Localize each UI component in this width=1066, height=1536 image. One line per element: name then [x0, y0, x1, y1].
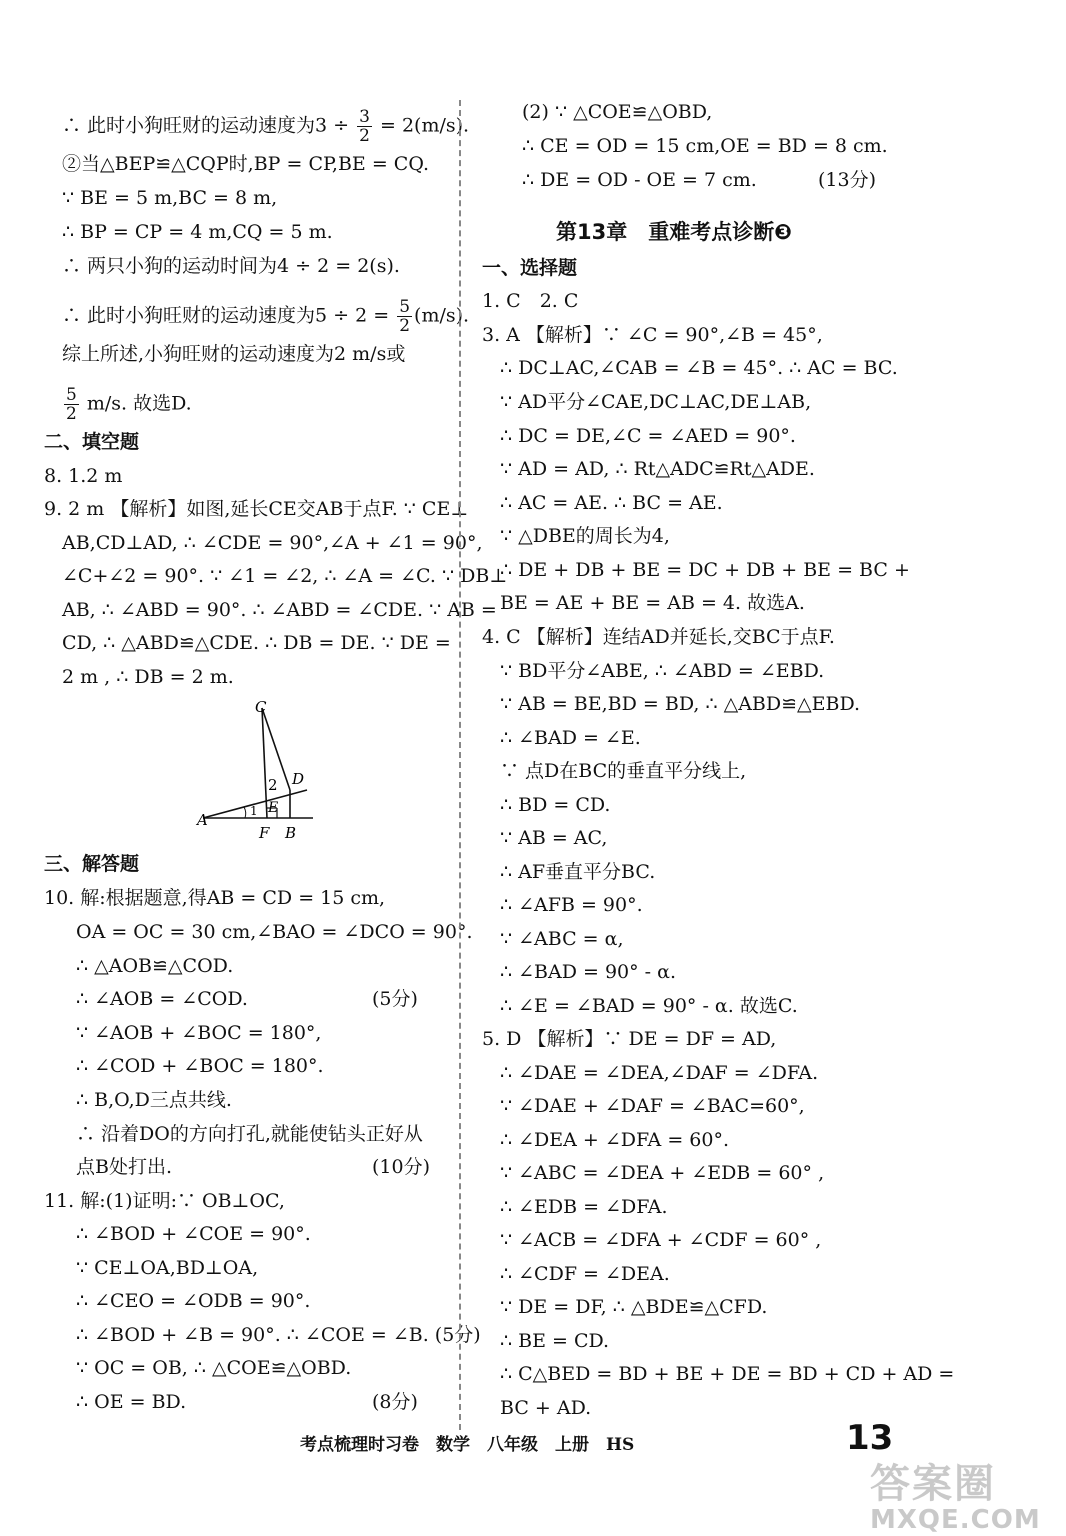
- text-line-l17: [44, 852, 139, 876]
- text-line-l31: [76, 1323, 481, 1347]
- text-segment: 第13章 重难考点诊断❸: [556, 220, 793, 244]
- text-segment: 9. 2 m 【解析】如图,延长CE交AB于点F. ∵ CE⊥: [44, 498, 469, 520]
- text-segment: ∴ OE = BD.: [76, 1391, 187, 1413]
- text-line-r6: [482, 289, 578, 313]
- text-line-r12: [500, 491, 723, 515]
- text-segment: ∴ BE = CD.: [500, 1330, 610, 1352]
- text-segment: ∴ DE = OD - OE = 7 cm.: [522, 169, 757, 191]
- text-line-r35: [500, 1262, 670, 1286]
- text-line-r10: [500, 424, 796, 448]
- text-line-r5: [482, 256, 577, 280]
- text-line-r18: [500, 692, 860, 716]
- text-segment: m/s. 故选D.: [80, 392, 192, 415]
- text-segment: ∴ ∠DAE = ∠DEA,∠DAF = ∠DFA.: [500, 1062, 819, 1084]
- text-line-l22: [76, 1021, 321, 1045]
- text-segment: ∵ OC = OB, ∴ △COE≌△OBD.: [76, 1357, 352, 1379]
- text-line-l32: [76, 1356, 351, 1380]
- text-segment: ∴ ∠EDB = ∠DFA.: [500, 1196, 668, 1218]
- fraction-numerator: 3: [359, 107, 370, 127]
- text-segment: ∴ 此时小狗旺财的运动速度为3 ÷: [62, 114, 356, 137]
- text-line-l24: [76, 1088, 232, 1112]
- text-line-r2: [522, 134, 888, 158]
- fraction: [357, 108, 372, 145]
- text-line-r20: [500, 759, 746, 783]
- fig-label-E: E: [268, 800, 279, 816]
- text-line-l18: [44, 886, 385, 910]
- text-line-r29: [500, 1061, 818, 1085]
- text-line-r8: [500, 356, 898, 380]
- text-segment: ∵ AB = BE,BD = BD, ∴ △ABD≌△EBD.: [500, 693, 861, 715]
- text-line-r21: [500, 793, 610, 817]
- text-line-r33: [500, 1195, 668, 1219]
- text-line-r27: [500, 994, 798, 1018]
- text-line-r9: [500, 390, 811, 414]
- text-segment: 一、选择题: [482, 257, 578, 279]
- text-segment: 4. C 【解析】连结AD并延长,交BC于点F.: [482, 626, 835, 648]
- text-segment: 1. C 2. C: [482, 290, 579, 312]
- text-segment: ∴ AC = AE. ∴ BC = AE.: [500, 492, 723, 514]
- text-segment: ∴ ∠BOD + ∠B = 90°. ∴ ∠COE = ∠B. (5分): [76, 1324, 481, 1346]
- fig-label-C: C: [255, 698, 267, 716]
- text-segment: ∴ DE + DB + BE = DC + DB + BE = BC +: [500, 559, 910, 581]
- text-line-r3: [522, 168, 757, 192]
- text-line-l8: [62, 386, 192, 423]
- text-segment: ∴ C△BED = BD + BE + DE = BD + CD + AD =: [500, 1363, 955, 1385]
- fraction-numerator: 5: [399, 297, 411, 317]
- text-line-r36: [500, 1295, 767, 1319]
- text-line-r25: [500, 927, 624, 951]
- text-segment: ∴ ∠CEO = ∠ODB = 90°.: [76, 1290, 311, 1312]
- text-segment: BE = AE + BE = AB = 4. 故选A.: [500, 592, 805, 614]
- fig-label-A: A: [197, 811, 208, 829]
- text-segment: ∵ CE⊥OA,BD⊥OA,: [76, 1257, 259, 1279]
- text-line-r30: [500, 1094, 805, 1118]
- score-label: (10分): [372, 1156, 431, 1178]
- text-segment: 8. 1.2 m: [44, 465, 123, 487]
- fraction-denominator: 2: [359, 126, 370, 146]
- text-segment: ∴ ∠CDF = ∠DEA.: [500, 1263, 670, 1285]
- text-segment: (2) ∵ △COE≌△OBD,: [522, 101, 713, 123]
- text-line-l10: [44, 464, 122, 488]
- text-line-l20: [76, 954, 233, 978]
- column-divider: [459, 100, 461, 1430]
- text-line-l25: [76, 1122, 423, 1146]
- fig-label-D: D: [292, 770, 305, 788]
- text-line-l4: [62, 220, 333, 244]
- text-segment: 2 m , ∴ DB = 2 m.: [62, 666, 234, 688]
- text-segment: ∵ ∠AOB + ∠BOC = 180°,: [76, 1022, 322, 1044]
- text-line-l33: [76, 1390, 186, 1414]
- text-line-l11: [44, 497, 468, 521]
- text-line-l5: [62, 254, 400, 278]
- text-segment: = 2(m/s).: [373, 114, 470, 137]
- text-line-r37: [500, 1329, 609, 1353]
- text-segment: ∵ ∠ACB = ∠DFA + ∠CDF = 60° ,: [500, 1229, 822, 1251]
- text-segment: CD, ∴ △ABD≌△CDE. ∴ DB = DE. ∵ DE =: [62, 632, 451, 654]
- text-segment: ∵ DE = DF, ∴ △BDE≌△CFD.: [500, 1296, 768, 1318]
- text-line-r32: [500, 1161, 824, 1185]
- text-segment: ∵ AD = AD, ∴ Rt△ADC≌Rt△ADE.: [500, 458, 815, 480]
- score-label: (5分): [372, 988, 418, 1010]
- text-segment: ∵ AB = AC,: [500, 827, 608, 849]
- text-segment: ∴ ∠E = ∠BAD = 90° - α. 故选C.: [500, 995, 798, 1017]
- text-line-r24: [500, 893, 643, 917]
- text-segment: ∴ BP = CP = 4 m,CQ = 5 m.: [62, 221, 333, 243]
- fraction-numerator: 5: [66, 385, 77, 405]
- fraction: [64, 386, 79, 423]
- text-line-r39: [500, 1396, 591, 1420]
- fig-label-one: 1: [250, 804, 258, 818]
- watermark-line2: MXQE.COM: [870, 1505, 1041, 1535]
- score-label: (13分): [818, 169, 877, 191]
- watermark-line1: 答案圈: [870, 1461, 996, 1507]
- text-line-r23: [500, 860, 655, 884]
- text-line-r14: [500, 558, 910, 582]
- text-segment: 11. 解:(1)证明:∵ OB⊥OC,: [44, 1190, 285, 1212]
- text-segment: ∵ △DBE的周长为4,: [500, 525, 670, 547]
- text-segment: ∴ B,O,D三点共线.: [76, 1089, 232, 1111]
- text-segment: ②当△BEP≌△CQP时,BP = CP,BE = CQ.: [62, 153, 429, 175]
- text-line-l14: [62, 598, 497, 622]
- text-line-l23: [76, 1054, 324, 1078]
- text-segment: ∴ ∠AOB = ∠COD.: [76, 988, 248, 1010]
- geometry-figure: [195, 698, 325, 848]
- text-line-l19: [76, 920, 473, 944]
- text-line-r31: [500, 1128, 729, 1152]
- fraction-denominator: 2: [399, 316, 411, 336]
- text-line-r19: [500, 726, 641, 750]
- text-segment: AB, ∴ ∠ABD = 90°. ∴ ∠ABD = ∠CDE. ∵ AB =: [62, 599, 497, 621]
- text-segment: 10. 解:根据题意,得AB = CD = 15 cm,: [44, 887, 386, 909]
- fig-label-two: 2: [268, 776, 278, 794]
- text-line-l12: [62, 531, 483, 555]
- text-segment: ∴ AF垂直平分BC.: [500, 861, 656, 883]
- text-segment: 二、填空题: [44, 431, 140, 453]
- text-segment: OA = OC = 30 cm,∠BAO = ∠DCO = 90°.: [76, 921, 473, 943]
- text-segment: ∵ BE = 5 m,BC = 8 m,: [62, 187, 278, 209]
- text-line-r13: [500, 524, 670, 548]
- text-segment: ∴ △AOB≌△COD.: [76, 955, 234, 977]
- text-segment: ∵ AD平分∠CAE,DC⊥AC,DE⊥AB,: [500, 391, 812, 413]
- text-line-r26: [500, 960, 676, 984]
- text-segment: (m/s).: [414, 304, 470, 327]
- fraction: [397, 298, 412, 335]
- fig-label-F: F: [259, 824, 270, 842]
- text-segment: ∴ ∠BAD = ∠E.: [500, 727, 641, 749]
- text-line-r1: [522, 100, 712, 124]
- text-line-l2: [62, 152, 429, 176]
- watermark: [870, 1452, 1060, 1536]
- text-line-l21: [76, 987, 248, 1011]
- text-line-r15: [500, 591, 805, 615]
- text-line-l3: [62, 186, 277, 210]
- text-line-l28: [76, 1222, 311, 1246]
- text-line-l15: [62, 631, 451, 655]
- text-segment: ∴ ∠COD + ∠BOC = 180°.: [76, 1055, 324, 1077]
- text-line-r28: [482, 1027, 776, 1051]
- text-segment: ∴ CE = OD = 15 cm,OE = BD = 8 cm.: [522, 135, 888, 157]
- text-segment: ∵ BD平分∠ABE, ∴ ∠ABD = ∠EBD.: [500, 660, 825, 682]
- text-line-r17: [500, 659, 824, 683]
- page-number: 13: [846, 1418, 894, 1458]
- text-line-l6: [62, 298, 469, 335]
- text-segment: ∴ DC = DE,∠C = ∠AED = 90°.: [500, 425, 796, 447]
- text-line-l9: [44, 430, 139, 454]
- text-segment: ∵ 点D在BC的垂直平分线上,: [500, 760, 747, 782]
- text-line-l30: [76, 1289, 310, 1313]
- text-segment: ∴ DC⊥AC,∠CAB = ∠B = 45°. ∴ AC = BC.: [500, 357, 898, 379]
- text-line-r4: [556, 220, 792, 244]
- text-segment: ∴ 此时小狗旺财的运动速度为5 ÷ 2 =: [62, 304, 396, 327]
- footer-text: 考点梳理时习卷 数学 八年级 上册 HS: [300, 1435, 635, 1455]
- text-segment: 5. D 【解析】∵ DE = DF = AD,: [482, 1028, 777, 1050]
- text-segment: ∴ 两只小狗的运动时间为4 ÷ 2 = 2(s).: [62, 255, 400, 277]
- text-segment: ∴ BD = CD.: [500, 794, 611, 816]
- text-line-r7: [482, 323, 823, 347]
- text-segment: ∴ ∠BOD + ∠COE = 90°.: [76, 1223, 311, 1245]
- text-line-l29: [76, 1256, 258, 1280]
- text-line-r34: [500, 1228, 821, 1252]
- text-segment: ∠C+∠2 = 90°. ∵ ∠1 = ∠2, ∴ ∠A = ∠C. ∵ DB⊥: [62, 565, 508, 587]
- text-segment: 点B处打出.: [76, 1156, 173, 1178]
- text-line-r38: [500, 1362, 954, 1386]
- text-line-l16: [62, 665, 234, 689]
- text-segment: BC + AD.: [500, 1397, 592, 1419]
- score-label: (8分): [372, 1391, 418, 1413]
- text-segment: ∴ ∠AFB = 90°.: [500, 894, 643, 916]
- text-segment: 综上所述,小狗旺财的运动速度为2 m/s或: [62, 343, 406, 365]
- text-segment: ∵ ∠DAE + ∠DAF = ∠BAC=60°,: [500, 1095, 805, 1117]
- text-line-l27: [44, 1189, 285, 1213]
- text-segment: ∴ ∠DEA + ∠DFA = 60°.: [500, 1129, 729, 1151]
- text-segment: ∵ ∠ABC = α,: [500, 928, 624, 950]
- text-line-l13: [62, 564, 507, 588]
- text-line-r22: [500, 826, 607, 850]
- fig-label-B: B: [285, 824, 297, 842]
- text-segment: ∴ 沿着DO的方向打孔,就能使钻头正好从: [76, 1123, 423, 1145]
- text-segment: 三、解答题: [44, 853, 140, 875]
- text-line-r11: [500, 457, 815, 481]
- text-line-l26: [76, 1155, 172, 1179]
- text-segment: ∵ ∠ABC = ∠DEA + ∠EDB = 60° ,: [500, 1162, 825, 1184]
- text-segment: AB,CD⊥AD, ∴ ∠CDE = 90°,∠A + ∠1 = 90°,: [62, 532, 483, 554]
- text-line-l7: [62, 342, 405, 366]
- text-line-r16: [482, 625, 835, 649]
- text-line-l1: [62, 108, 469, 145]
- text-segment: 3. A 【解析】∵ ∠C = 90°,∠B = 45°,: [482, 324, 823, 346]
- text-segment: ∴ ∠BAD = 90° - α.: [500, 961, 677, 983]
- fraction-denominator: 2: [66, 404, 77, 424]
